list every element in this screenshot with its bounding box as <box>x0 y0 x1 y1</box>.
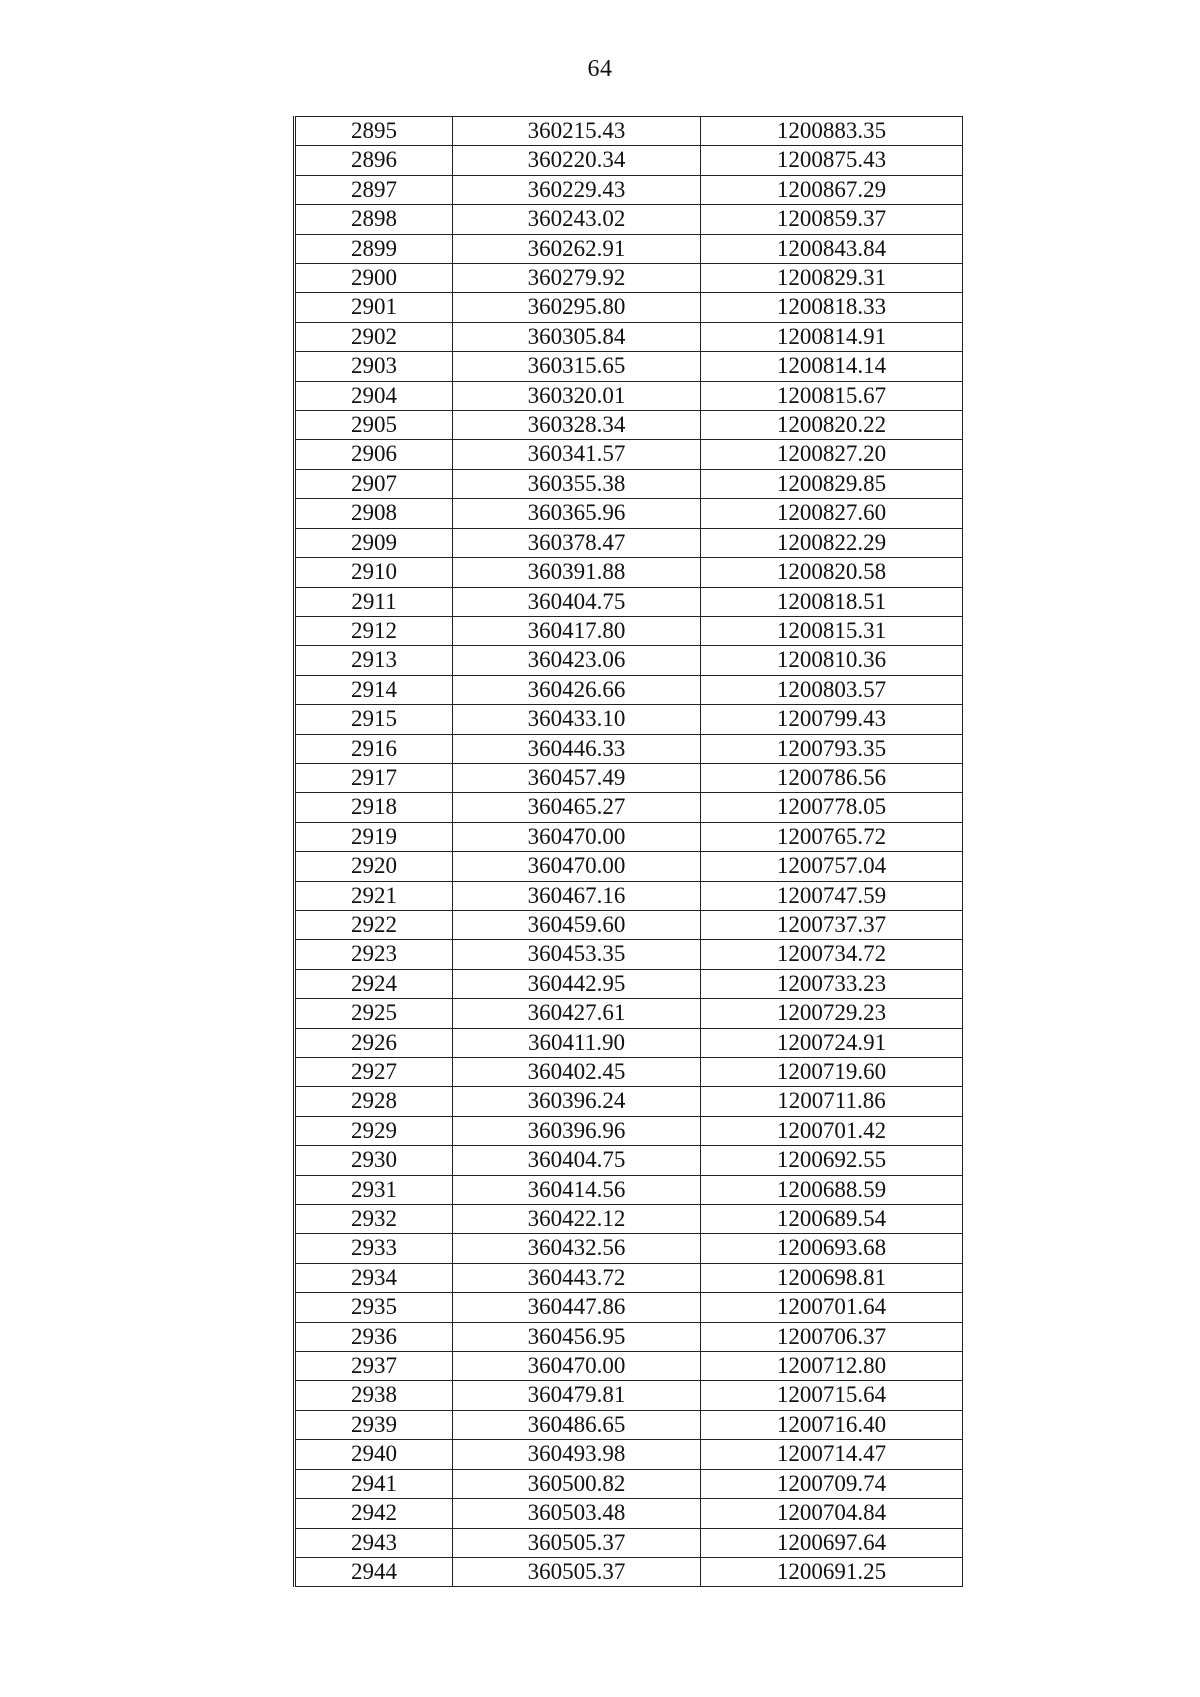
point-number-cell: 2897 <box>295 175 453 204</box>
y-coordinate-cell: 1200778.05 <box>701 793 963 822</box>
point-number-cell: 2915 <box>295 705 453 734</box>
point-number-cell: 2944 <box>295 1557 453 1586</box>
table-row <box>295 910 963 939</box>
table-row <box>295 499 963 528</box>
y-coordinate-cell: 1200875.43 <box>701 146 963 175</box>
point-number-cell: 2931 <box>295 1175 453 1204</box>
y-coordinate-cell: 1200815.67 <box>701 381 963 410</box>
table-row <box>295 352 963 381</box>
point-number-cell: 2901 <box>295 293 453 322</box>
y-coordinate-cell: 1200716.40 <box>701 1410 963 1439</box>
point-number-cell: 2902 <box>295 322 453 351</box>
y-coordinate-cell: 1200689.54 <box>701 1205 963 1234</box>
point-number-cell: 2910 <box>295 558 453 587</box>
point-number-cell: 2933 <box>295 1234 453 1263</box>
table-row <box>295 1028 963 1057</box>
table-row <box>295 1175 963 1204</box>
point-number-cell: 2904 <box>295 381 453 410</box>
x-coordinate-cell: 360243.02 <box>453 205 701 234</box>
table-row <box>295 1528 963 1557</box>
table-row <box>295 1263 963 1292</box>
table-row <box>295 1352 963 1381</box>
x-coordinate-cell: 360447.86 <box>453 1293 701 1322</box>
table-row <box>295 146 963 175</box>
y-coordinate-cell: 1200697.64 <box>701 1528 963 1557</box>
y-coordinate-cell: 1200729.23 <box>701 999 963 1028</box>
point-number-cell: 2909 <box>295 528 453 557</box>
point-number-cell: 2941 <box>295 1469 453 1498</box>
x-coordinate-cell: 360442.95 <box>453 969 701 998</box>
y-coordinate-cell: 1200843.84 <box>701 234 963 263</box>
point-number-cell: 2939 <box>295 1410 453 1439</box>
x-coordinate-cell: 360433.10 <box>453 705 701 734</box>
x-coordinate-cell: 360432.56 <box>453 1234 701 1263</box>
x-coordinate-cell: 360328.34 <box>453 411 701 440</box>
table-row <box>295 1469 963 1498</box>
x-coordinate-cell: 360417.80 <box>453 616 701 645</box>
y-coordinate-cell: 1200693.68 <box>701 1234 963 1263</box>
point-number-cell: 2942 <box>295 1499 453 1528</box>
table-row <box>295 1058 963 1087</box>
y-coordinate-cell: 1200701.64 <box>701 1293 963 1322</box>
point-number-cell: 2921 <box>295 881 453 910</box>
x-coordinate-cell: 360404.75 <box>453 587 701 616</box>
table-row <box>295 440 963 469</box>
table-row <box>295 1087 963 1116</box>
point-number-cell: 2929 <box>295 1116 453 1145</box>
point-number-cell: 2919 <box>295 822 453 851</box>
table-row <box>295 793 963 822</box>
y-coordinate-cell: 1200793.35 <box>701 734 963 763</box>
point-number-cell: 2935 <box>295 1293 453 1322</box>
point-number-cell: 2905 <box>295 411 453 440</box>
point-number-cell: 2926 <box>295 1028 453 1057</box>
x-coordinate-cell: 360427.61 <box>453 999 701 1028</box>
point-number-cell: 2914 <box>295 675 453 704</box>
coordinate-table <box>293 116 963 1587</box>
table-row <box>295 822 963 851</box>
table-row <box>295 1557 963 1586</box>
x-coordinate-cell: 360279.92 <box>453 264 701 293</box>
point-number-cell: 2903 <box>295 352 453 381</box>
point-number-cell: 2924 <box>295 969 453 998</box>
x-coordinate-cell: 360493.98 <box>453 1440 701 1469</box>
point-number-cell: 2917 <box>295 763 453 792</box>
y-coordinate-cell: 1200701.42 <box>701 1116 963 1145</box>
table-row <box>295 587 963 616</box>
table-row <box>295 293 963 322</box>
table-row <box>295 646 963 675</box>
x-coordinate-cell: 360365.96 <box>453 499 701 528</box>
table-row <box>295 322 963 351</box>
y-coordinate-cell: 1200820.58 <box>701 558 963 587</box>
y-coordinate-cell: 1200829.31 <box>701 264 963 293</box>
x-coordinate-cell: 360423.06 <box>453 646 701 675</box>
table-row <box>295 763 963 792</box>
point-number-cell: 2913 <box>295 646 453 675</box>
x-coordinate-cell: 360453.35 <box>453 940 701 969</box>
point-number-cell: 2895 <box>295 117 453 146</box>
x-coordinate-cell: 360414.56 <box>453 1175 701 1204</box>
x-coordinate-cell: 360215.43 <box>453 117 701 146</box>
table-row <box>295 881 963 910</box>
point-number-cell: 2906 <box>295 440 453 469</box>
y-coordinate-cell: 1200799.43 <box>701 705 963 734</box>
y-coordinate-cell: 1200715.64 <box>701 1381 963 1410</box>
table-row <box>295 234 963 263</box>
x-coordinate-cell: 360486.65 <box>453 1410 701 1439</box>
table-row <box>295 175 963 204</box>
y-coordinate-cell: 1200818.51 <box>701 587 963 616</box>
table-row <box>295 1381 963 1410</box>
y-coordinate-cell: 1200711.86 <box>701 1087 963 1116</box>
x-coordinate-cell: 360391.88 <box>453 558 701 587</box>
x-coordinate-cell: 360341.57 <box>453 440 701 469</box>
point-number-cell: 2907 <box>295 469 453 498</box>
y-coordinate-cell: 1200814.91 <box>701 322 963 351</box>
table-row <box>295 1293 963 1322</box>
y-coordinate-cell: 1200691.25 <box>701 1557 963 1586</box>
table-row <box>295 675 963 704</box>
table-row <box>295 381 963 410</box>
x-coordinate-cell: 360396.96 <box>453 1116 701 1145</box>
x-coordinate-cell: 360470.00 <box>453 822 701 851</box>
point-number-cell: 2936 <box>295 1322 453 1351</box>
x-coordinate-cell: 360500.82 <box>453 1469 701 1498</box>
y-coordinate-cell: 1200747.59 <box>701 881 963 910</box>
point-number-cell: 2925 <box>295 999 453 1028</box>
y-coordinate-cell: 1200883.35 <box>701 117 963 146</box>
y-coordinate-cell: 1200810.36 <box>701 646 963 675</box>
y-coordinate-cell: 1200814.14 <box>701 352 963 381</box>
point-number-cell: 2911 <box>295 587 453 616</box>
table-row <box>295 117 963 146</box>
table-row <box>295 469 963 498</box>
y-coordinate-cell: 1200719.60 <box>701 1058 963 1087</box>
y-coordinate-cell: 1200688.59 <box>701 1175 963 1204</box>
point-number-cell: 2928 <box>295 1087 453 1116</box>
point-number-cell: 2934 <box>295 1263 453 1292</box>
x-coordinate-cell: 360503.48 <box>453 1499 701 1528</box>
point-number-cell: 2898 <box>295 205 453 234</box>
x-coordinate-cell: 360459.60 <box>453 910 701 939</box>
table-row <box>295 1234 963 1263</box>
y-coordinate-cell: 1200820.22 <box>701 411 963 440</box>
point-number-cell: 2899 <box>295 234 453 263</box>
point-number-cell: 2932 <box>295 1205 453 1234</box>
point-number-cell: 2927 <box>295 1058 453 1087</box>
y-coordinate-cell: 1200827.20 <box>701 440 963 469</box>
table-row <box>295 1205 963 1234</box>
table-row <box>295 1146 963 1175</box>
table-row <box>295 1440 963 1469</box>
point-number-cell: 2920 <box>295 852 453 881</box>
x-coordinate-cell: 360505.37 <box>453 1557 701 1586</box>
y-coordinate-cell: 1200815.31 <box>701 616 963 645</box>
point-number-cell: 2922 <box>295 910 453 939</box>
y-coordinate-cell: 1200724.91 <box>701 1028 963 1057</box>
x-coordinate-cell: 360443.72 <box>453 1263 701 1292</box>
table-row <box>295 528 963 557</box>
y-coordinate-cell: 1200692.55 <box>701 1146 963 1175</box>
y-coordinate-cell: 1200698.81 <box>701 1263 963 1292</box>
point-number-cell: 2937 <box>295 1352 453 1381</box>
y-coordinate-cell: 1200803.57 <box>701 675 963 704</box>
x-coordinate-cell: 360470.00 <box>453 1352 701 1381</box>
point-number-cell: 2918 <box>295 793 453 822</box>
x-coordinate-cell: 360467.16 <box>453 881 701 910</box>
y-coordinate-cell: 1200737.37 <box>701 910 963 939</box>
point-number-cell: 2896 <box>295 146 453 175</box>
table-row <box>295 1410 963 1439</box>
x-coordinate-cell: 360479.81 <box>453 1381 701 1410</box>
table-row <box>295 1322 963 1351</box>
x-coordinate-cell: 360456.95 <box>453 1322 701 1351</box>
table-row <box>295 264 963 293</box>
y-coordinate-cell: 1200706.37 <box>701 1322 963 1351</box>
y-coordinate-cell: 1200867.29 <box>701 175 963 204</box>
y-coordinate-cell: 1200757.04 <box>701 852 963 881</box>
x-coordinate-cell: 360426.66 <box>453 675 701 704</box>
x-coordinate-cell: 360295.80 <box>453 293 701 322</box>
table-row <box>295 205 963 234</box>
x-coordinate-cell: 360465.27 <box>453 793 701 822</box>
point-number-cell: 2943 <box>295 1528 453 1557</box>
point-number-cell: 2908 <box>295 499 453 528</box>
x-coordinate-cell: 360320.01 <box>453 381 701 410</box>
x-coordinate-cell: 360305.84 <box>453 322 701 351</box>
x-coordinate-cell: 360470.00 <box>453 852 701 881</box>
table-row <box>295 558 963 587</box>
y-coordinate-cell: 1200829.85 <box>701 469 963 498</box>
x-coordinate-cell: 360402.45 <box>453 1058 701 1087</box>
y-coordinate-cell: 1200712.80 <box>701 1352 963 1381</box>
table-row <box>295 999 963 1028</box>
y-coordinate-cell: 1200709.74 <box>701 1469 963 1498</box>
page-number: 64 <box>587 56 613 82</box>
y-coordinate-cell: 1200786.56 <box>701 763 963 792</box>
y-coordinate-cell: 1200714.47 <box>701 1440 963 1469</box>
x-coordinate-cell: 360229.43 <box>453 175 701 204</box>
x-coordinate-cell: 360262.91 <box>453 234 701 263</box>
table-row <box>295 969 963 998</box>
point-number-cell: 2912 <box>295 616 453 645</box>
x-coordinate-cell: 360422.12 <box>453 1205 701 1234</box>
y-coordinate-cell: 1200822.29 <box>701 528 963 557</box>
point-number-cell: 2940 <box>295 1440 453 1469</box>
point-number-cell: 2923 <box>295 940 453 969</box>
table-row <box>295 1116 963 1145</box>
x-coordinate-cell: 360396.24 <box>453 1087 701 1116</box>
y-coordinate-cell: 1200734.72 <box>701 940 963 969</box>
table-row <box>295 1499 963 1528</box>
x-coordinate-cell: 360457.49 <box>453 763 701 792</box>
table-row <box>295 705 963 734</box>
table-row <box>295 616 963 645</box>
table-row <box>295 852 963 881</box>
y-coordinate-cell: 1200859.37 <box>701 205 963 234</box>
point-number-cell: 2938 <box>295 1381 453 1410</box>
x-coordinate-cell: 360446.33 <box>453 734 701 763</box>
x-coordinate-cell: 360505.37 <box>453 1528 701 1557</box>
x-coordinate-cell: 360378.47 <box>453 528 701 557</box>
table-row <box>295 940 963 969</box>
y-coordinate-cell: 1200704.84 <box>701 1499 963 1528</box>
point-number-cell: 2930 <box>295 1146 453 1175</box>
y-coordinate-cell: 1200765.72 <box>701 822 963 851</box>
table-row <box>295 734 963 763</box>
point-number-cell: 2900 <box>295 264 453 293</box>
x-coordinate-cell: 360220.34 <box>453 146 701 175</box>
y-coordinate-cell: 1200827.60 <box>701 499 963 528</box>
table-row <box>295 411 963 440</box>
x-coordinate-cell: 360315.65 <box>453 352 701 381</box>
point-number-cell: 2916 <box>295 734 453 763</box>
y-coordinate-cell: 1200733.23 <box>701 969 963 998</box>
coordinate-table-body <box>295 117 963 1587</box>
x-coordinate-cell: 360404.75 <box>453 1146 701 1175</box>
x-coordinate-cell: 360355.38 <box>453 469 701 498</box>
y-coordinate-cell: 1200818.33 <box>701 293 963 322</box>
x-coordinate-cell: 360411.90 <box>453 1028 701 1057</box>
